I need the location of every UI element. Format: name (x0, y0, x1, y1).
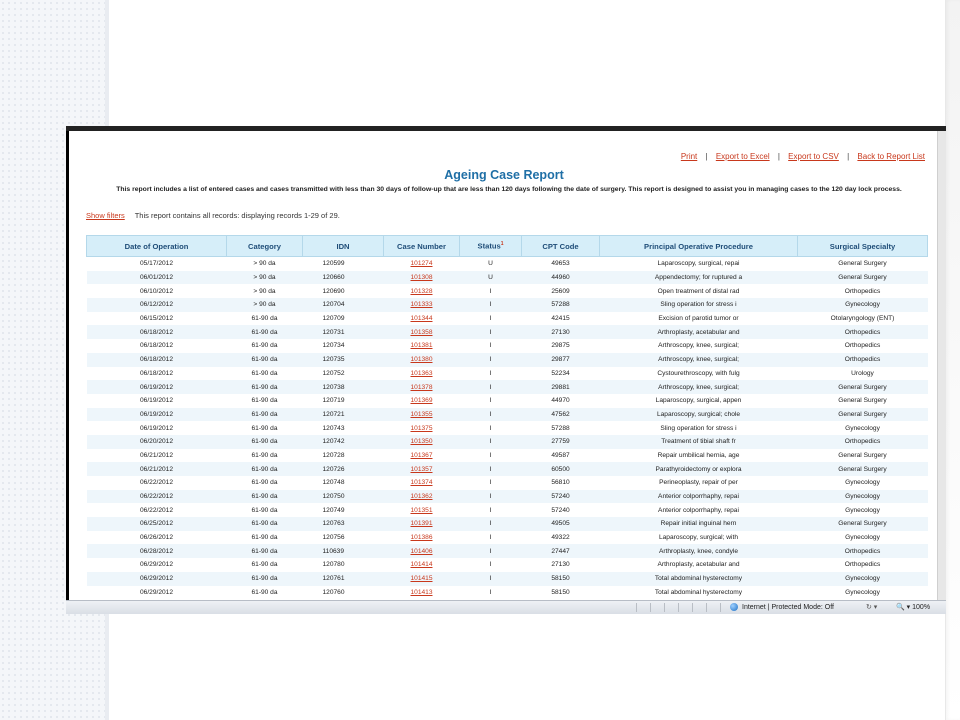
table-row (87, 421, 928, 435)
cell-status: I (460, 339, 522, 353)
case-number-link[interactable]: 101414 (410, 561, 433, 569)
case-number-link[interactable]: 101380 (410, 356, 433, 364)
cell-procedure: Laparoscopy, surgical; with (600, 531, 798, 545)
case-number-link[interactable]: 101362 (410, 493, 433, 501)
status-divider (664, 603, 665, 612)
protected-mode-icons[interactable]: ↻ ▾ (866, 604, 878, 611)
cell-category: > 90 da (227, 298, 303, 312)
cell-specialty: General Surgery (798, 257, 928, 271)
security-zone[interactable]: Internet | Protected Mode: Off (730, 603, 834, 611)
cell-category: > 90 da (227, 271, 303, 285)
cell-category: 61-90 da (227, 476, 303, 490)
table-row (87, 284, 928, 298)
cell-date: 06/10/2012 (87, 284, 227, 298)
cell-procedure: Perineoplasty, repair of per (600, 476, 798, 490)
cell-cpt-code: 58150 (522, 586, 600, 600)
table-row (87, 339, 928, 353)
cell-case-number (384, 271, 460, 285)
cell-procedure: Total abdominal hysterectomy (600, 572, 798, 586)
table-row (87, 435, 928, 449)
cell-category: 61-90 da (227, 517, 303, 531)
cell-idn: 110639 (303, 544, 384, 558)
cell-cpt-code: 27447 (522, 544, 600, 558)
cell-date: 06/19/2012 (87, 421, 227, 435)
cell-cpt-code: 29877 (522, 353, 600, 367)
cell-specialty: Gynecology (798, 490, 928, 504)
cell-case-number (384, 408, 460, 422)
cell-case-number (384, 421, 460, 435)
table-row (87, 394, 928, 408)
print-link[interactable]: Print (680, 152, 698, 161)
cell-specialty: Gynecology (798, 586, 928, 600)
cell-status: I (460, 572, 522, 586)
cell-specialty: Orthopedics (798, 284, 928, 298)
cell-specialty: Orthopedics (798, 353, 928, 367)
cell-procedure: Laparoscopy, surgical, appen (600, 394, 798, 408)
cell-case-number (384, 572, 460, 586)
table-row (87, 408, 928, 422)
cell-case-number (384, 257, 460, 271)
cell-cpt-code: 42415 (522, 312, 600, 326)
cell-idn: 120742 (303, 435, 384, 449)
column-header-case-number[interactable]: Case Number (384, 236, 460, 257)
cell-procedure: Arthroplasty, knee, condyle (600, 544, 798, 558)
cell-idn: 120743 (303, 421, 384, 435)
cell-cpt-code: 58150 (522, 572, 600, 586)
cell-specialty: General Surgery (798, 408, 928, 422)
case-number-link[interactable]: 101358 (410, 328, 433, 336)
cell-cpt-code: 29881 (522, 380, 600, 394)
cell-category: 61-90 da (227, 558, 303, 572)
cell-specialty: Gynecology (798, 298, 928, 312)
cell-status: I (460, 531, 522, 545)
cell-status: I (460, 394, 522, 408)
table-row (87, 517, 928, 531)
cell-procedure: Repair umbilical hernia, age (600, 449, 798, 463)
cell-status: I (460, 490, 522, 504)
cell-specialty: Orthopedics (798, 544, 928, 558)
cell-status: I (460, 380, 522, 394)
cell-idn: 120738 (303, 380, 384, 394)
cell-specialty: Gynecology (798, 421, 928, 435)
cell-status: I (460, 517, 522, 531)
column-header-category[interactable]: Category (227, 236, 303, 257)
cell-cpt-code: 44970 (522, 394, 600, 408)
cell-case-number (384, 449, 460, 463)
cell-case-number (384, 380, 460, 394)
table-row (87, 380, 928, 394)
table-row (87, 367, 928, 381)
cell-category: 61-90 da (227, 490, 303, 504)
cell-idn: 120780 (303, 558, 384, 572)
cell-status: I (460, 449, 522, 463)
cell-cpt-code: 60500 (522, 462, 600, 476)
cell-case-number (384, 284, 460, 298)
ageing-case-table (86, 235, 928, 599)
cell-procedure: Appendectomy; for ruptured a (600, 271, 798, 285)
cell-status: I (460, 421, 522, 435)
table-row (87, 572, 928, 586)
column-header-specialty[interactable]: Surgical Specialty (798, 236, 928, 257)
page-title: Ageing Case Report (444, 168, 564, 182)
case-number-link[interactable]: 101415 (410, 575, 433, 583)
browser-window (66, 126, 946, 614)
cell-category: 61-90 da (227, 435, 303, 449)
slide-right-frame (945, 0, 960, 720)
cell-procedure: Arthroplasty, acetabular and (600, 558, 798, 572)
cell-case-number (384, 325, 460, 339)
status-divider (636, 603, 637, 612)
cell-date: 06/15/2012 (87, 312, 227, 326)
cell-idn: 120750 (303, 490, 384, 504)
column-header-cpt-code[interactable]: CPT Code (522, 236, 600, 257)
cell-date: 06/29/2012 (87, 572, 227, 586)
cell-category: 61-90 da (227, 462, 303, 476)
cell-specialty: Urology (798, 367, 928, 381)
report-toolbar (681, 152, 925, 161)
cell-case-number (384, 544, 460, 558)
cell-date: 06/22/2012 (87, 476, 227, 490)
case-number-link[interactable]: 101413 (410, 588, 433, 596)
cell-category: 61-90 da (227, 339, 303, 353)
cell-status: I (460, 435, 522, 449)
cell-idn: 120599 (303, 257, 384, 271)
separator: | (847, 152, 850, 161)
cell-cpt-code: 49505 (522, 517, 600, 531)
cell-procedure: Anterior colporrhaphy, repai (600, 503, 798, 517)
cell-procedure: Total abdominal hysterectomy (600, 586, 798, 600)
records-info: This report contains all records: displaying records 1-29 of 29. (134, 211, 340, 220)
column-header-status[interactable]: Status$^1$ (460, 236, 522, 257)
case-number-link[interactable]: 101333 (410, 301, 433, 309)
cell-idn: 120734 (303, 339, 384, 353)
table-row (87, 449, 928, 463)
cell-procedure: Cystourethroscopy, with fulg (600, 367, 798, 381)
cell-cpt-code: 49322 (522, 531, 600, 545)
cell-date: 06/22/2012 (87, 503, 227, 517)
cell-specialty: Gynecology (798, 531, 928, 545)
case-number-link[interactable]: 101274 (410, 260, 433, 268)
cell-category: 61-90 da (227, 408, 303, 422)
cell-category: 61-90 da (227, 394, 303, 408)
cell-case-number (384, 517, 460, 531)
cell-category: 61-90 da (227, 325, 303, 339)
cell-case-number (384, 353, 460, 367)
cell-date: 06/26/2012 (87, 531, 227, 545)
cell-idn: 120749 (303, 503, 384, 517)
cell-category: 61-90 da (227, 586, 303, 600)
table-row (87, 544, 928, 558)
cell-category: 61-90 da (227, 421, 303, 435)
cell-status: I (460, 325, 522, 339)
cell-procedure: Open treatment of distal rad (600, 284, 798, 298)
cell-specialty: General Surgery (798, 517, 928, 531)
cell-cpt-code: 57240 (522, 490, 600, 504)
cell-idn: 120756 (303, 531, 384, 545)
separator: | (777, 152, 780, 161)
cell-status: I (460, 462, 522, 476)
cell-specialty: Gynecology (798, 476, 928, 490)
column-header-procedure[interactable]: Principal Operative Procedure (600, 236, 798, 257)
globe-icon (730, 603, 738, 611)
cell-cpt-code: 56810 (522, 476, 600, 490)
export-excel-link[interactable]: Export to Excel (715, 152, 770, 161)
case-number-link[interactable]: 101391 (410, 520, 433, 528)
case-number-link[interactable]: 101357 (410, 465, 433, 473)
cell-idn: 120763 (303, 517, 384, 531)
cell-category: 61-90 da (227, 531, 303, 545)
case-number-link[interactable]: 101378 (410, 383, 433, 391)
case-number-link[interactable]: 101369 (410, 397, 433, 405)
cell-category: 61-90 da (227, 380, 303, 394)
cell-status: U (460, 257, 522, 271)
cell-status: I (460, 476, 522, 490)
cell-cpt-code: 57288 (522, 298, 600, 312)
cell-case-number (384, 312, 460, 326)
cell-specialty: Gynecology (798, 572, 928, 586)
cell-case-number (384, 558, 460, 572)
filter-bar (86, 211, 340, 220)
cell-case-number (384, 435, 460, 449)
cell-case-number (384, 339, 460, 353)
cell-cpt-code: 25609 (522, 284, 600, 298)
cell-procedure: Laparoscopy, surgical, repai (600, 257, 798, 271)
cell-date: 06/18/2012 (87, 367, 227, 381)
report-description: This report includes a list of entered cases and cases transmitted with less than 30 days of follow-up that are less than 120 days following the date of surgery. This report is designed to assist you in managing cases to the 120 day lock process. (116, 186, 902, 193)
cell-case-number (384, 531, 460, 545)
cell-idn: 120709 (303, 312, 384, 326)
chevron-down-icon: ▾ (906, 604, 911, 611)
cell-idn: 120660 (303, 271, 384, 285)
cell-specialty: General Surgery (798, 394, 928, 408)
cell-cpt-code: 52234 (522, 367, 600, 381)
cell-date: 06/01/2012 (87, 271, 227, 285)
case-number-link[interactable]: 101375 (410, 424, 433, 432)
cell-specialty: General Surgery (798, 271, 928, 285)
cell-procedure: Sling operation for stress i (600, 421, 798, 435)
cell-category: 61-90 da (227, 353, 303, 367)
status-divider (706, 603, 707, 612)
cell-date: 06/22/2012 (87, 490, 227, 504)
cell-idn: 120726 (303, 462, 384, 476)
case-number-link[interactable]: 101355 (410, 410, 433, 418)
cell-category: 61-90 da (227, 503, 303, 517)
cell-category: > 90 da (227, 284, 303, 298)
table-row (87, 325, 928, 339)
table-body (87, 257, 928, 600)
column-header-date[interactable]: Date of Operation (87, 236, 227, 257)
cell-specialty: Orthopedics (798, 325, 928, 339)
cell-idn: 120690 (303, 284, 384, 298)
cell-procedure: Arthroscopy, knee, surgical; (600, 339, 798, 353)
cell-date: 06/29/2012 (87, 558, 227, 572)
cell-specialty: General Surgery (798, 449, 928, 463)
cell-status: I (460, 353, 522, 367)
case-number-link[interactable]: 101308 (410, 274, 433, 282)
back-to-report-list-link[interactable]: Back to Report List (857, 152, 925, 161)
cell-status: I (460, 544, 522, 558)
cell-date: 06/19/2012 (87, 394, 227, 408)
case-number-link[interactable]: 101328 (410, 287, 433, 295)
cell-idn: 120704 (303, 298, 384, 312)
magnifier-icon: 🔍 (896, 604, 905, 611)
cell-procedure: Anterior colporrhaphy, repai (600, 490, 798, 504)
cell-date: 06/18/2012 (87, 325, 227, 339)
case-number-link[interactable]: 101351 (410, 506, 433, 514)
cell-date: 06/20/2012 (87, 435, 227, 449)
case-number-link[interactable]: 101363 (410, 369, 433, 377)
table-row (87, 490, 928, 504)
cell-cpt-code: 29875 (522, 339, 600, 353)
cell-idn: 120761 (303, 572, 384, 586)
cell-category: 61-90 da (227, 449, 303, 463)
cell-procedure: Laparoscopy, surgical; chole (600, 408, 798, 422)
cell-category: 61-90 da (227, 572, 303, 586)
cell-specialty: Otolaryngology (ENT) (798, 312, 928, 326)
cell-category: > 90 da (227, 257, 303, 271)
cell-procedure: Arthroplasty, acetabular and (600, 325, 798, 339)
cell-status: I (460, 312, 522, 326)
report-page (69, 131, 946, 601)
cell-cpt-code: 57240 (522, 503, 600, 517)
cell-status: I (460, 503, 522, 517)
browser-status-bar (66, 600, 946, 614)
export-csv-link[interactable]: Export to CSV (788, 152, 839, 161)
table-row (87, 257, 928, 271)
table-header-row (87, 236, 928, 257)
cell-cpt-code: 57288 (522, 421, 600, 435)
table-row (87, 586, 928, 600)
cell-procedure: Arthroscopy, knee, surgical; (600, 353, 798, 367)
cell-procedure: Treatment of tibial shaft fr (600, 435, 798, 449)
cell-idn: 120748 (303, 476, 384, 490)
cell-date: 06/18/2012 (87, 339, 227, 353)
table-row (87, 271, 928, 285)
cell-specialty: General Surgery (798, 380, 928, 394)
case-number-link[interactable]: 101367 (410, 451, 433, 459)
table-row (87, 558, 928, 572)
cell-idn: 120719 (303, 394, 384, 408)
cell-cpt-code: 49653 (522, 257, 600, 271)
case-number-link[interactable]: 101386 (410, 534, 433, 542)
cell-procedure: Parathyroidectomy or explora (600, 462, 798, 476)
table-row (87, 503, 928, 517)
cell-case-number (384, 298, 460, 312)
status-divider (692, 603, 693, 612)
cell-procedure: Arthroscopy, knee, surgical; (600, 380, 798, 394)
cell-specialty: Orthopedics (798, 558, 928, 572)
cell-idn: 120760 (303, 586, 384, 600)
cell-status: I (460, 408, 522, 422)
cell-idn: 120735 (303, 353, 384, 367)
cell-cpt-code: 27130 (522, 558, 600, 572)
cell-cpt-code: 44960 (522, 271, 600, 285)
cell-category: 61-90 da (227, 544, 303, 558)
case-number-link[interactable]: 101350 (410, 438, 433, 446)
case-number-link[interactable]: 101381 (410, 342, 433, 350)
cell-specialty: General Surgery (798, 462, 928, 476)
cell-date: 06/12/2012 (87, 298, 227, 312)
case-number-link[interactable]: 101406 (410, 547, 433, 555)
table-row (87, 298, 928, 312)
table-row (87, 312, 928, 326)
cell-status: I (460, 298, 522, 312)
cell-status: U (460, 271, 522, 285)
cell-case-number (384, 394, 460, 408)
cell-specialty: Gynecology (798, 503, 928, 517)
cell-date: 06/29/2012 (87, 586, 227, 600)
cell-case-number (384, 503, 460, 517)
status-divider (678, 603, 679, 612)
cell-cpt-code: 49587 (522, 449, 600, 463)
cell-procedure: Excision of parotid tumor or (600, 312, 798, 326)
cell-idn: 120731 (303, 325, 384, 339)
cell-specialty: Orthopedics (798, 435, 928, 449)
cell-status: I (460, 284, 522, 298)
cell-cpt-code: 27759 (522, 435, 600, 449)
cell-category: 61-90 da (227, 367, 303, 381)
cell-category: 61-90 da (227, 312, 303, 326)
case-number-link[interactable]: 101344 (410, 315, 433, 323)
cell-case-number (384, 462, 460, 476)
cell-date: 05/17/2012 (87, 257, 227, 271)
cell-case-number (384, 367, 460, 381)
show-filters-link[interactable]: Show filters (86, 211, 125, 220)
table-row (87, 462, 928, 476)
vertical-scrollbar[interactable] (937, 131, 946, 601)
cell-cpt-code: 27130 (522, 325, 600, 339)
cell-date: 06/19/2012 (87, 380, 227, 394)
separator: | (705, 152, 708, 161)
cell-case-number (384, 586, 460, 600)
cell-date: 06/18/2012 (87, 353, 227, 367)
zoom-control[interactable]: 🔍 ▾ 100% (896, 604, 931, 611)
cell-date: 06/25/2012 (87, 517, 227, 531)
status-divider (720, 603, 721, 612)
cell-procedure: Repair initial inguinal hern (600, 517, 798, 531)
cell-date: 06/28/2012 (87, 544, 227, 558)
cell-idn: 120728 (303, 449, 384, 463)
case-number-link[interactable]: 101374 (410, 479, 433, 487)
cell-procedure: Sling operation for stress i (600, 298, 798, 312)
cell-idn: 120721 (303, 408, 384, 422)
cell-specialty: Orthopedics (798, 339, 928, 353)
cell-date: 06/19/2012 (87, 408, 227, 422)
cell-case-number (384, 476, 460, 490)
cell-status: I (460, 586, 522, 600)
cell-status: I (460, 367, 522, 381)
cell-date: 06/21/2012 (87, 449, 227, 463)
cell-status: I (460, 558, 522, 572)
cell-idn: 120752 (303, 367, 384, 381)
cell-case-number (384, 490, 460, 504)
table-row (87, 531, 928, 545)
status-footnote: 1 (500, 241, 504, 248)
cell-date: 06/21/2012 (87, 462, 227, 476)
cell-cpt-code: 47562 (522, 408, 600, 422)
column-header-idn[interactable]: IDN (303, 236, 384, 257)
table-row (87, 353, 928, 367)
status-divider (650, 603, 651, 612)
table-row (87, 476, 928, 490)
